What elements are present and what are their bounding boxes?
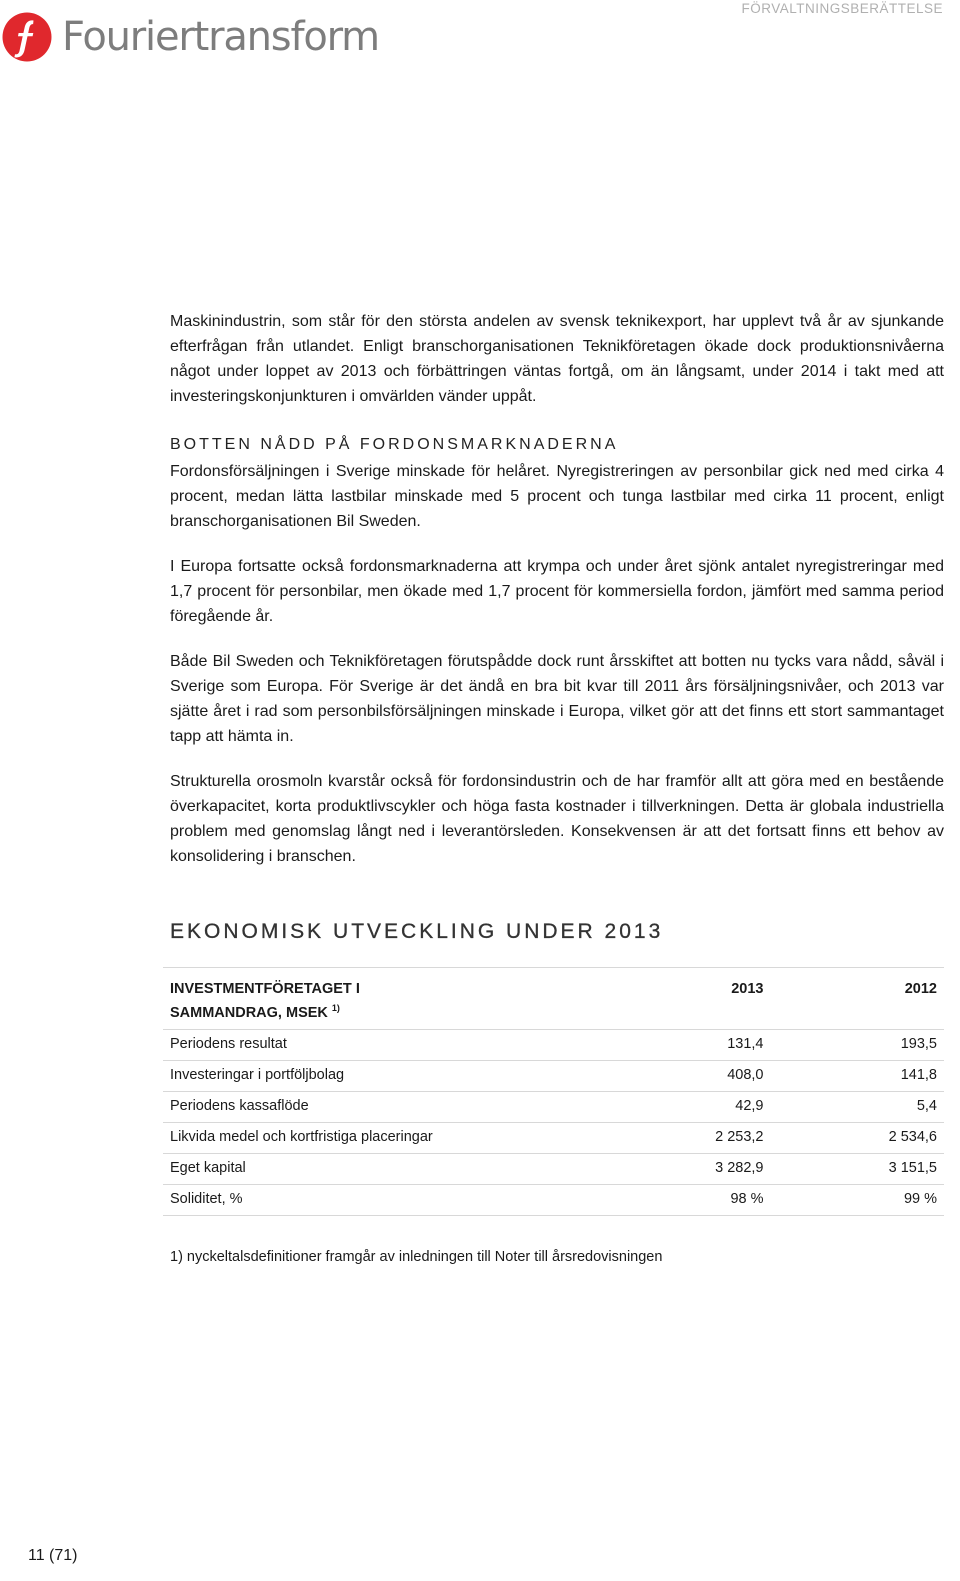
- fouriertransform-logo-icon: [2, 12, 52, 62]
- row-value-2013: 98 %: [597, 1185, 771, 1216]
- page-number: 11 (71): [28, 1547, 78, 1564]
- row-value-2013: 42,9: [597, 1092, 771, 1123]
- intro-paragraph: Maskinindustrin, som står för den största andelen av svensk teknikexport, har upplevt två år av sjunkande efterfrågan från utlandet. Enligt branschorganisationen Teknikföretagen ökade dock produktionsnivåerna något under loppet av 2013 och förbättringen väntas fortgå, om än långsamt, under 2014 i takt med att investeringskonjunkturen i omvärlden vänder uppåt.: [170, 313, 944, 405]
- table-row: [163, 1154, 944, 1185]
- section-label: FÖRVALTNINGSBERÄTTELSE: [741, 1, 943, 16]
- column-header-2012: 2012: [771, 968, 945, 1030]
- row-label: Soliditet, %: [163, 1185, 597, 1216]
- row-value-2013: 131,4: [597, 1030, 771, 1061]
- row-label: Investeringar i portföljbolag: [163, 1061, 597, 1092]
- fordon-paragraph-4: Strukturella orosmoln kvarstår också för fordonsindustrin och de har framför allt att göra med en bestående överkapacitet, korta produktlivscykler och höga fasta kostnader i tillverkningen. Detta är globala industriella problem med genomslag långt ned i leverantörsleden. Konsekvensen är att det fortsatt finns ett behov av konsolidering i branschen.: [170, 773, 944, 865]
- table-row: [163, 1061, 944, 1092]
- row-value-2012: 193,5: [771, 1030, 945, 1061]
- financial-summary-table: [163, 967, 944, 1216]
- table-row: [163, 1185, 944, 1216]
- table-row: [163, 1092, 944, 1123]
- table-footnote: 1) nyckeltalsdefinitioner framgår av inledningen till Noter till årsredovisningen: [170, 1249, 663, 1265]
- row-label: Periodens kassaflöde: [163, 1092, 597, 1123]
- table-header-row: [163, 968, 944, 1030]
- main-content: [170, 309, 944, 1265]
- fordon-paragraph-3: Både Bil Sweden och Teknikföretagen förutspådde dock runt årsskiftet att botten nu tycks vara nådd, såväl i Sverige som Europa. För Sverige är det ändå en bra bit kvar till 2011 års försäljningsnivåer, och 2013 var sjätte året i rad som personbilsförsäljningen minskade i Europa, vilket gör att det finns ett stort sammantaget tapp att hämta in.: [170, 653, 944, 745]
- header-footnote-mark: 1): [331, 1003, 340, 1013]
- row-value-2012: 141,8: [771, 1061, 945, 1092]
- table-row: [163, 1123, 944, 1154]
- row-value-2012: 2 534,6: [771, 1123, 945, 1154]
- row-value-2013: 408,0: [597, 1061, 771, 1092]
- row-value-2013: 3 282,9: [597, 1154, 771, 1185]
- table-header-label: [163, 968, 597, 1030]
- row-value-2012: 5,4: [771, 1092, 945, 1123]
- table-row: [163, 1030, 944, 1061]
- column-header-2013: 2013: [597, 968, 771, 1030]
- header-label-line1: INVESTMENTFÖRETAGET I: [170, 981, 360, 997]
- logo-wordmark: Fouriertransform: [62, 14, 379, 60]
- header-label-line2: SAMMANDRAG, MSEK: [170, 1005, 328, 1021]
- row-value-2012: 3 151,5: [771, 1154, 945, 1185]
- row-value-2013: 2 253,2: [597, 1123, 771, 1154]
- company-logo: [2, 12, 379, 62]
- fordon-paragraph-1: Fordonsförsäljningen i Sverige minskade för helåret. Nyregistreringen av personbilar gick ned med cirka 4 procent, medan lätta lastbilar minskade med 5 procent och tunga lastbilar med cirka 11 procent, enligt branschorganisationen Bil Sweden.: [170, 463, 944, 530]
- ekonomi-heading: EKONOMISK UTVECKLING UNDER 2013: [170, 920, 664, 943]
- fordon-heading: BOTTEN NÅDD PÅ FORDONSMARKNADERNA: [170, 436, 619, 453]
- row-label: Likvida medel och kortfristiga placeringar: [163, 1123, 597, 1154]
- fordon-paragraph-2: I Europa fortsatte också fordonsmarknaderna att krympa och under året sjönk antalet nyregistreringar med 1,7 procent för personbilar, men ökade med 1,7 procent för kommersiella fordon, jämfört med samma period föregående år.: [170, 558, 944, 625]
- row-label: Eget kapital: [163, 1154, 597, 1185]
- row-value-2012: 99 %: [771, 1185, 945, 1216]
- row-label: Periodens resultat: [163, 1030, 597, 1061]
